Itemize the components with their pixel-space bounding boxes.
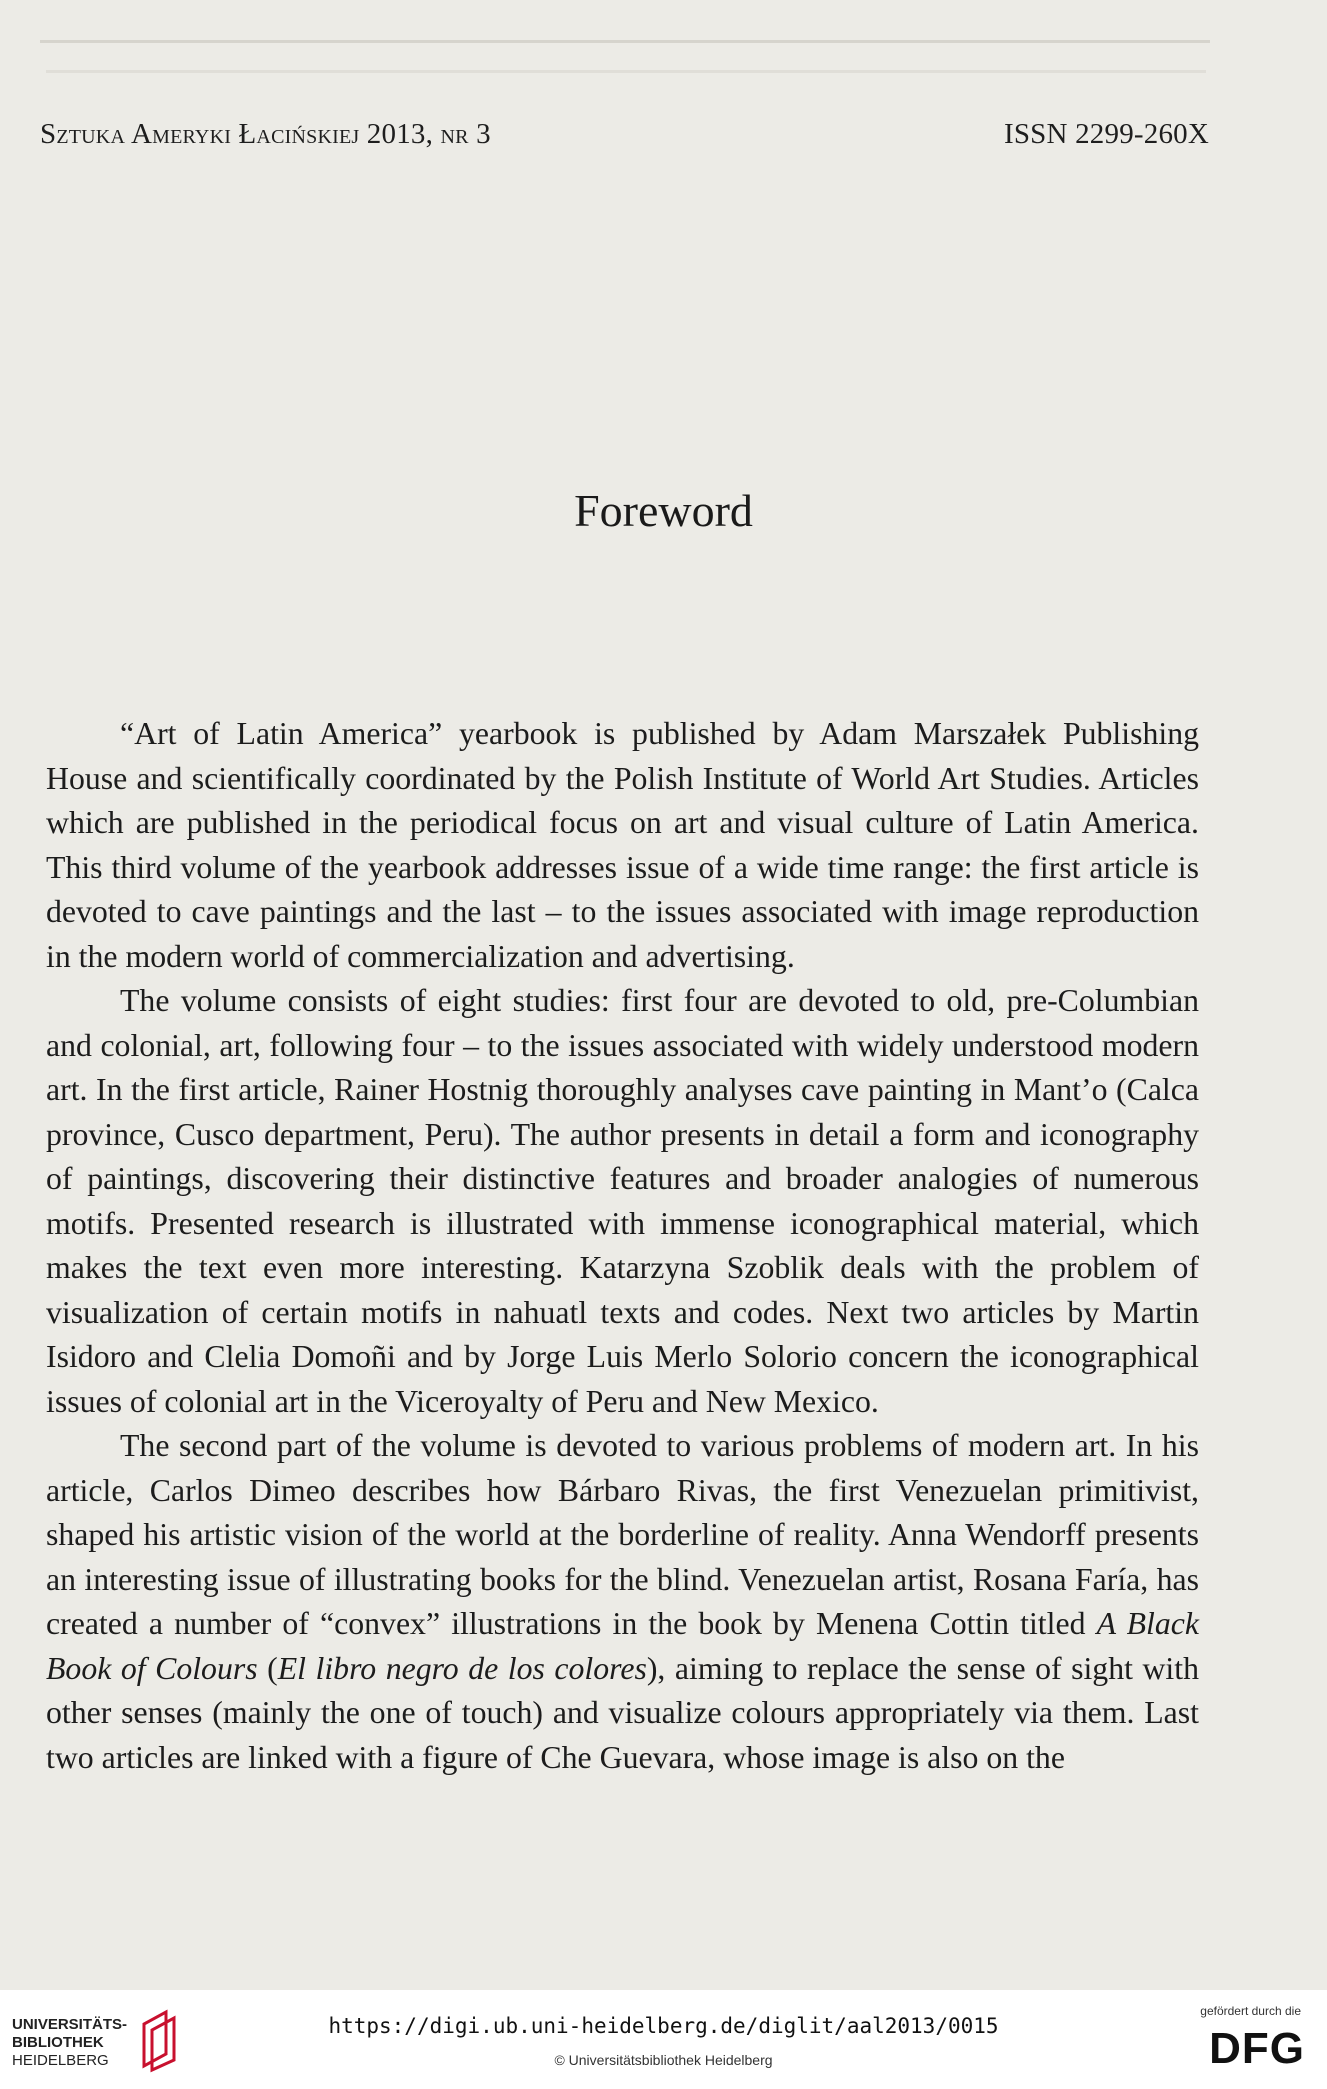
dfg-logo: DFG bbox=[1209, 2024, 1305, 2073]
copyright-notice: © Universitätsbibliothek Heidelberg bbox=[554, 2052, 773, 2068]
book-title-italic: El libro negro de los colores bbox=[277, 1650, 647, 1686]
library-name-line: BIBLIOTHEK bbox=[12, 2034, 104, 2051]
bleed-through-rule bbox=[46, 70, 1206, 73]
book-title-italic: A Black Book of Colours bbox=[46, 1606, 1199, 1686]
paragraph: The volume consists of eight studies: first four are devoted to old, pre-Columbian and colonial, art, following four – to the issues associated with widely understood modern art. In the first article, Rainer Hostnig thoroughly analyses cave painting in Mant’o (Calca province, Cusco department, Peru). The author presents in detail a form and iconography of paintings, discovering their distinctive features and broader analogies of numerous motifs. Presented research is illustrated with immense iconographical material, which makes the text even more interesting. Katarzyna Szoblik deals with the problem of visualization of certain motifs in nahuatl texts and codes. Next two articles by Martin Isidoro and Clelia Domoñi and by Jorge Luis Merlo Solorio concern the iconographical issues of colonial art in the Viceroyalty of Peru and New Mexico. bbox=[46, 983, 1199, 1419]
funding-note: gefördert durch die bbox=[1200, 2004, 1301, 2018]
text-run: ), aiming to replace the sense of sight with other senses (mainly the one of touch) and visualize colours appropriately via them. Last two articles are linked with a figure of Che Guevara, whose image is also on the bbox=[46, 1650, 1199, 1775]
page-title: Foreword bbox=[574, 485, 753, 536]
text-run: ( bbox=[257, 1650, 278, 1686]
text-run: The second part of the volume is devoted to various problems of modern art. In his article, Carlos Dimeo describes how Bárbaro Rivas, the first Venezuelan primitivist, shaped his artistic vision of the world at the borderline of reality. Anna Wendorff presents an interesting issue of illustrating books for the blind. Venezuelan artist, Rosana Faría, has created a number of “convex” illustrations in the book by Menena Cottin titled bbox=[46, 1428, 1199, 1641]
paragraph: “Art of Latin America” yearbook is published by Adam Marszałek Publishing House and scientifically coordinated by the Polish Institute of World Art Studies. Articles which are published in the periodical focus on art and visual culture of Latin America. This third volume of the yearbook addresses issue of a wide time range: the first article is devoted to cave paintings and the last – to the issues associated with image reproduction in the modern world of commercialization and advertising. bbox=[46, 716, 1199, 974]
library-name-line: UNIVERSITÄTS- bbox=[12, 2016, 128, 2033]
bleed-through-rule bbox=[40, 40, 1210, 43]
issn: ISSN 2299-260X bbox=[1003, 118, 1209, 150]
body-text bbox=[46, 712, 1199, 1780]
paragraph bbox=[46, 1424, 1199, 1780]
library-name-line: HEIDELBERG bbox=[12, 2052, 109, 2069]
permalink[interactable]: https://digi.ub.uni-heidelberg.de/diglit/aal2013/0015 bbox=[328, 2014, 999, 2038]
footer-bar bbox=[0, 1990, 1327, 2089]
running-header bbox=[40, 118, 1209, 151]
journal-title: Sztuka Ameryki Łacińskiej 2013, nr 3 bbox=[40, 118, 491, 150]
